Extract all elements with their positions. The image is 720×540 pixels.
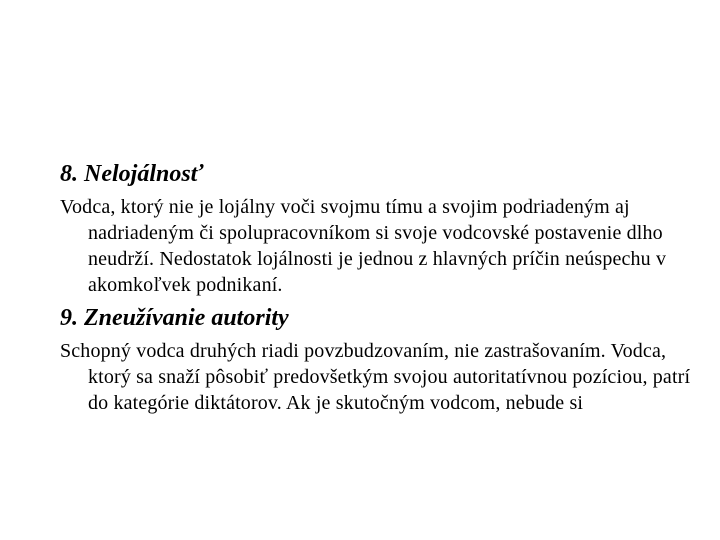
section-heading-abuse-of-authority: 9. Zneužívanie autority bbox=[60, 305, 289, 331]
section-text-disloyalty: Vodca, ktorý nie je lojálny voči svojmu tímu a svojim podriadeným aj nadriadeným či spolupracovníkom si svoje vodcovské postavenie dlho neudrží. Nedostatok lojálnosti je jednou z hlavných príčin neúspechu v akomkoľvek podnikaní. bbox=[60, 196, 667, 296]
section-heading-disloyalty: 8. Nelojálnosť bbox=[60, 161, 204, 187]
section-text-abuse-of-authority: Schopný vodca druhých riadi povzbudzovaním, nie zastrašovaním. Vodca, ktorý sa snaží pôsobiť predovšetkým svojou autoritatívnou pozíciou, patrí do kategórie diktátorov. Ak je skutočným vodcom, nebude si bbox=[60, 340, 691, 414]
slide-content bbox=[60, 160, 700, 416]
